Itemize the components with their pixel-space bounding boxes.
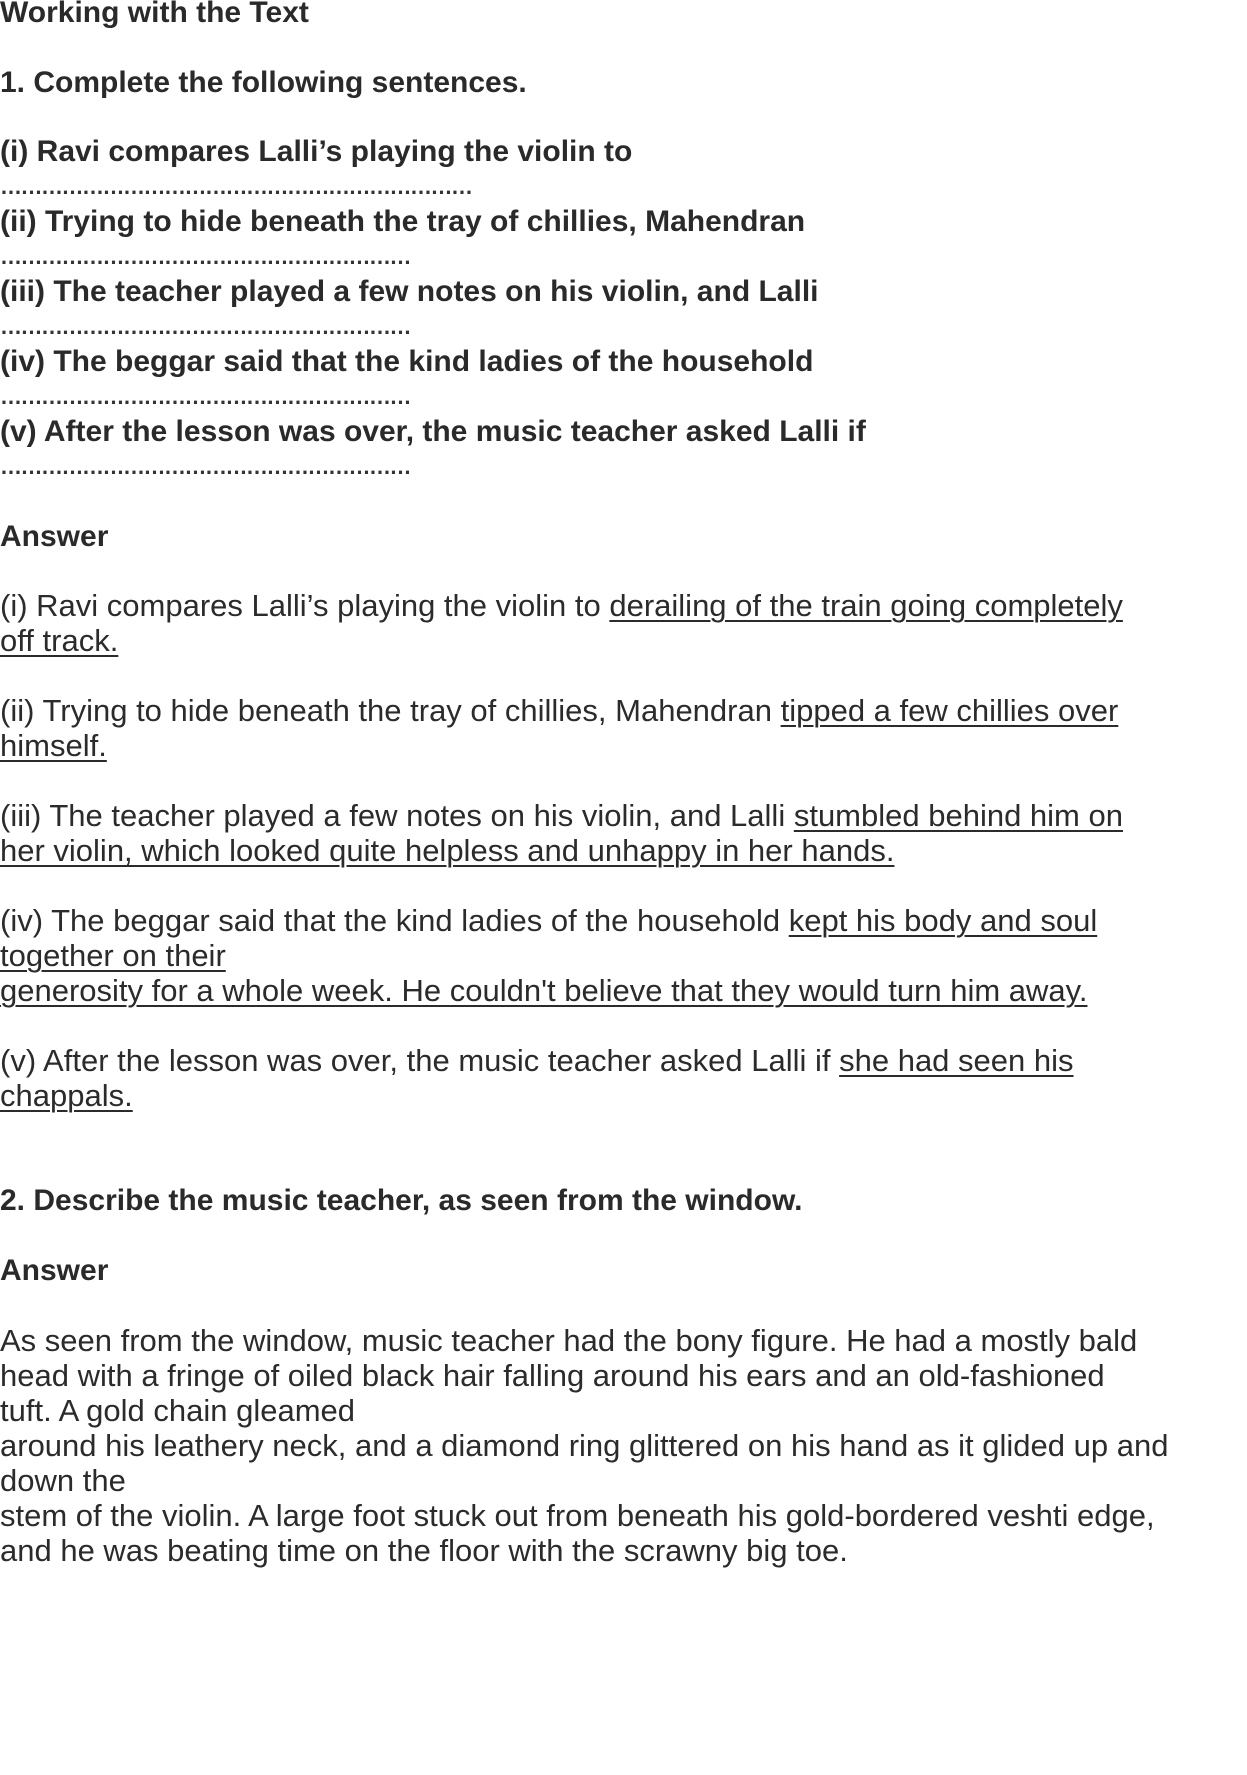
page-heading: Working with the Text: [0, 0, 309, 29]
answer-ii-lead: (ii) Trying to hide beneath the tray of chillies, Mahendran: [0, 693, 781, 728]
answer-v-line-2: chappals.: [0, 1078, 133, 1113]
question-1-item-i: (i) Ravi compares Lalli’s playing the violin to: [0, 135, 633, 168]
answer-label-1: Answer: [0, 520, 109, 553]
blank-line-i: ……………………………………………………………: [0, 174, 472, 199]
answer-iv-line-2: together on their: [0, 938, 226, 973]
answer-i-line-1: [0, 587, 1123, 625]
question-2-title: 2. Describe the music teacher, as seen from the window.: [0, 1184, 803, 1217]
blank-line-iii: ……………………………………………………: [0, 314, 410, 339]
answer-i-lead: (i) Ravi compares Lalli’s playing the violin to: [0, 588, 610, 623]
answer-2-line-4: around his leathery neck, and a diamond ring glittered on his hand as it glided up and: [0, 1428, 1169, 1463]
answer-v-lead: (v) After the lesson was over, the music teacher asked Lalli if: [0, 1043, 840, 1078]
answer-i-line-2: off track.: [0, 623, 119, 658]
answer-iv-underlined: kept his body and soul: [788, 903, 1098, 938]
question-1-item-iv: (iv) The beggar said that the kind ladies of the household: [0, 345, 814, 378]
answer-ii-underlined: tipped a few chillies over: [780, 693, 1119, 728]
blank-line-ii: ……………………………………………………: [0, 244, 410, 269]
answer-iv-line-1: [0, 902, 1097, 940]
answer-ii-line-1: [0, 692, 1118, 730]
answer-v-line-1: [0, 1042, 1074, 1080]
answer-iv-lead: (iv) The beggar said that the kind ladies of the household: [0, 903, 789, 938]
answer-2-line-7: and he was beating time on the floor with the scrawny big toe.: [0, 1533, 848, 1568]
answer-i-underlined: derailing of the train going completely: [609, 588, 1123, 623]
answer-2-line-6: stem of the violin. A large foot stuck out from beneath his gold-bordered veshti edge,: [0, 1498, 1155, 1533]
answer-iii-line-1: [0, 797, 1123, 835]
question-1-item-iii: (iii) The teacher played a few notes on his violin, and Lalli: [0, 275, 819, 308]
answer-ii-line-2: himself.: [0, 728, 107, 763]
answer-label-2: Answer: [0, 1254, 109, 1287]
answer-iv-line-3: generosity for a whole week. He couldn't believe that they would turn him away.: [0, 973, 1088, 1008]
answer-2-line-5: down the: [0, 1463, 126, 1498]
question-1-item-ii: (ii) Trying to hide beneath the tray of chillies, Mahendran: [0, 205, 806, 238]
answer-iii-underlined: stumbled behind him on: [793, 798, 1123, 833]
question-1-title: 1. Complete the following sentences.: [0, 66, 527, 99]
answer-iii-lead: (iii) The teacher played a few notes on his violin, and Lalli: [0, 798, 794, 833]
question-1-item-v: (v) After the lesson was over, the music teacher asked Lalli if: [0, 415, 866, 448]
answer-iii-line-2: her violin, which looked quite helpless and unhappy in her hands.: [0, 833, 895, 868]
answer-v-underlined: she had seen his: [839, 1043, 1074, 1078]
blank-line-iv: ……………………………………………………: [0, 384, 410, 409]
answer-2-line-1: As seen from the window, music teacher had the bony figure. He had a mostly bald: [0, 1323, 1138, 1358]
answer-2-line-2: head with a fringe of oiled black hair falling around his ears and an old-fashioned: [0, 1358, 1105, 1393]
blank-line-v: ……………………………………………………: [0, 454, 410, 479]
answer-2-line-3: tuft. A gold chain gleamed: [0, 1393, 356, 1428]
